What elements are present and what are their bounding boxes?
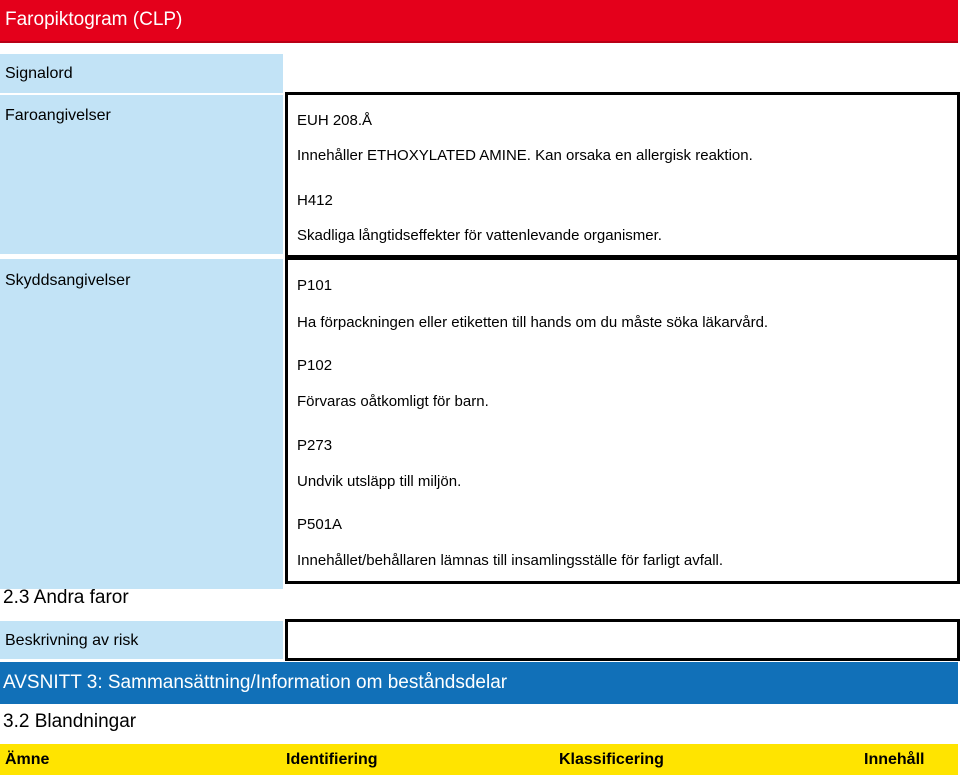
hazard-text: Innehåller ETHOXYLATED AMINE. Kan orsaka en allergisk reaktion. bbox=[297, 147, 753, 164]
faroangivelser-label-cell bbox=[0, 95, 283, 254]
column-header-substance: Ämne bbox=[5, 751, 50, 768]
section3-bar bbox=[0, 662, 958, 704]
precaution-text: Förvaras oåtkomligt för barn. bbox=[297, 393, 489, 410]
precaution-code: P273 bbox=[297, 437, 333, 454]
column-header-classification: Klassificering bbox=[559, 751, 664, 768]
hazard-code: EUH 208.Å bbox=[297, 112, 373, 129]
column-header-content: Innehåll bbox=[864, 751, 925, 768]
precaution-code: P101 bbox=[297, 277, 333, 294]
precaution-text: Undvik utsläpp till miljön. bbox=[297, 473, 462, 490]
precaution-text: Ha förpackningen eller etiketten till hands om du måste söka läkarvård. bbox=[297, 314, 769, 331]
header-bar bbox=[0, 0, 958, 43]
header-title: Faropiktogram (CLP) bbox=[5, 9, 183, 30]
skyddsangivelser-label-cell bbox=[0, 259, 283, 589]
faroangivelser-content bbox=[285, 92, 960, 258]
mixtures-heading: 3.2 Blandningar bbox=[3, 711, 137, 732]
precaution-text: Innehållet/behållaren lämnas till insamlingsställe för farligt avfall. bbox=[297, 552, 724, 569]
risk-description-label-cell bbox=[0, 621, 283, 659]
signalord-label-cell bbox=[0, 54, 283, 93]
risk-description-content bbox=[285, 619, 960, 661]
skyddsangivelser-content bbox=[285, 257, 960, 584]
risk-description-label: Beskrivning av risk bbox=[5, 632, 139, 649]
faroangivelser-label: Faroangivelser bbox=[5, 107, 111, 124]
column-header-identification: Identifiering bbox=[286, 751, 378, 768]
hazard-code: H412 bbox=[297, 192, 333, 209]
hazard-text: Skadliga långtidseffekter för vattenlevande organismer. bbox=[297, 227, 662, 244]
signalord-label: Signalord bbox=[5, 65, 73, 82]
mixtures-table-header bbox=[0, 744, 958, 775]
precaution-code: P102 bbox=[297, 357, 333, 374]
section3-title: AVSNITT 3: Sammansättning/Information om beståndsdelar bbox=[3, 672, 508, 693]
precaution-code: P501A bbox=[297, 516, 343, 533]
other-hazards-heading: 2.3 Andra faror bbox=[3, 587, 129, 608]
skyddsangivelser-label: Skyddsangivelser bbox=[5, 272, 131, 289]
